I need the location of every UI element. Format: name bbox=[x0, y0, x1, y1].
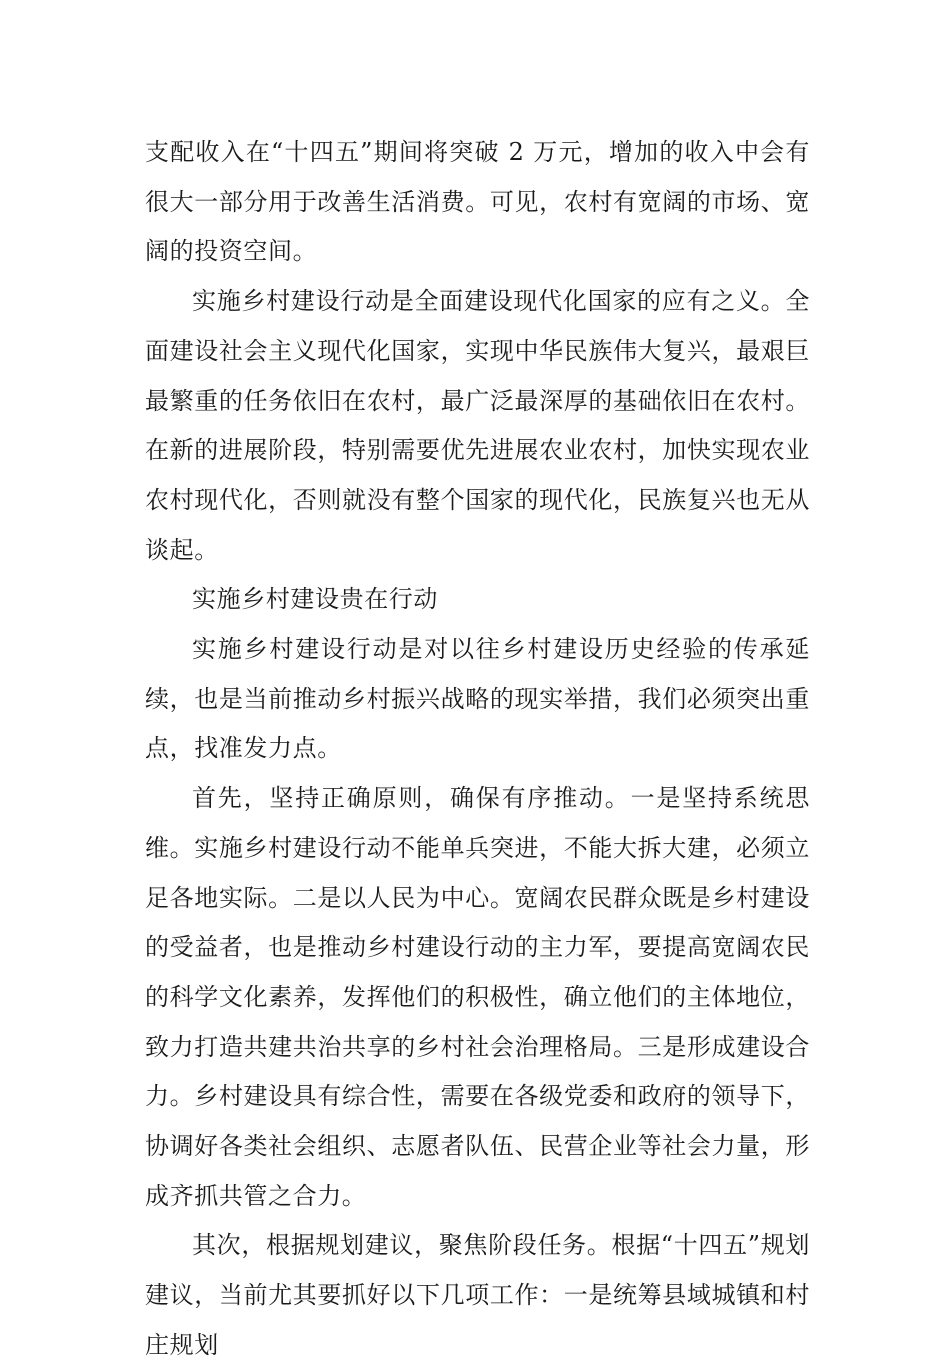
paragraph-3: 实施乡村建设行动是对以往乡村建设历史经验的传承延续，也是当前推动乡村振兴战略的现实举措，我们必须突出重点，找准发力点。 bbox=[145, 635, 810, 763]
paragraph-1: 支配收入在“十四五”期间将突破 2 万元，增加的收入中会有很大一部分用于改善生活消费。可见，农村有宽阔的市场、宽阔的投资空间。 bbox=[145, 138, 810, 266]
paragraph-4: 首先，坚持正确原则，确保有序推动。一是坚持系统思维。实施乡村建设行动不能单兵突进，不能大拆大建，必须立足各地实际。二是以人民为中心。宽阔农民群众既是乡村建设的受益者，也是推动乡村建设行动的主力军，要提高宽阔农民的科学文化素养，发挥他们的积极性，确立他们的主体地位，致力打造共建共治共享的乡村社会治理格局。三是形成建设合力。乡村建设具有综合性，需要在各级党委和政府的领导下，协调好各类社会组织、志愿者队伍、民营企业等社会力量，形成齐抓共管之合力。 bbox=[145, 784, 810, 1210]
document-body bbox=[145, 128, 810, 1371]
paragraph-2: 实施乡村建设行动是全面建设现代化国家的应有之义。全面建设社会主义现代化国家，实现中华民族伟大复兴，最艰巨最繁重的任务依旧在农村，最广泛最深厚的基础依旧在农村。在新的进展阶段，特别需要优先进展农业农村，加快实现农业农村现代化，否则就没有整个国家的现代化，民族复兴也无从谈起。 bbox=[145, 287, 810, 564]
section-heading: 实施乡村建设贵在行动 bbox=[192, 585, 438, 614]
paragraph-5: 其次，根据规划建议，聚焦阶段任务。根据“十四五”规划建议，当前尤其要抓好以下几项工作：一是统筹县域城镇和村庄规划 bbox=[145, 1231, 810, 1359]
